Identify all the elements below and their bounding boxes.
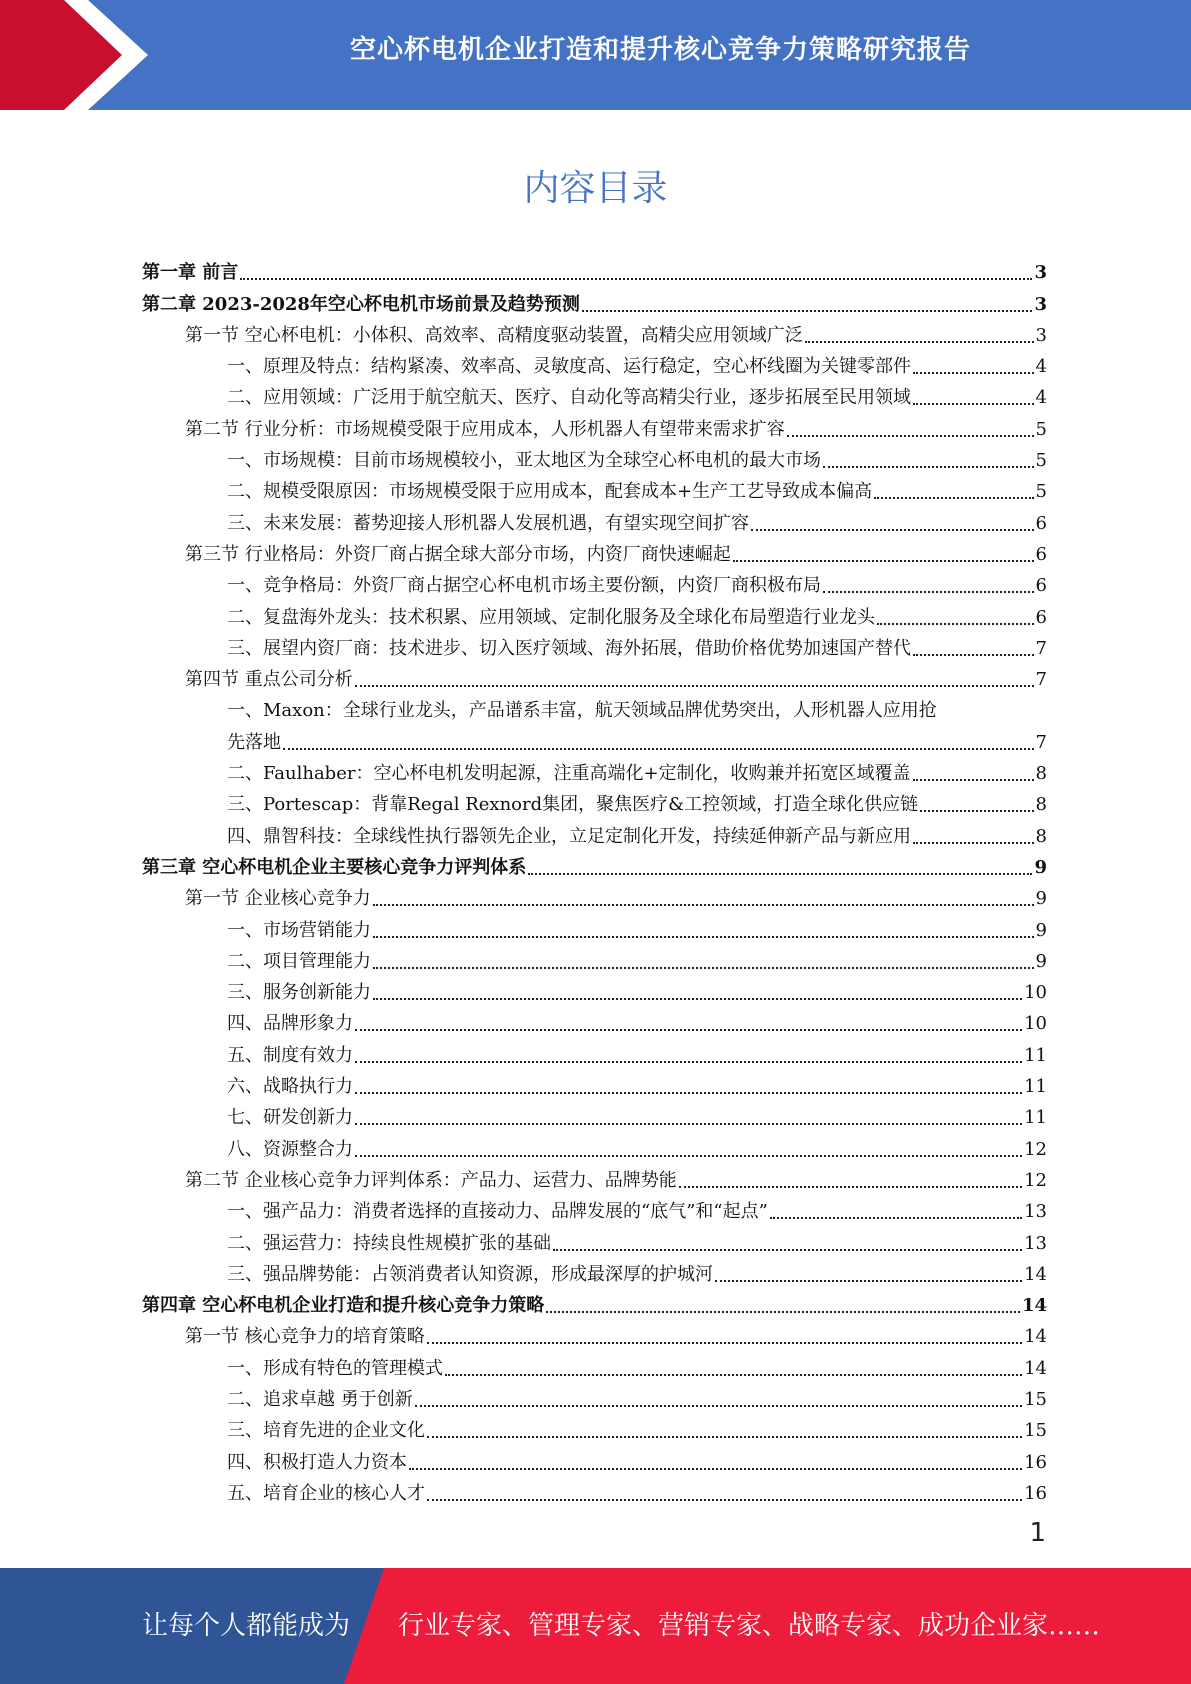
toc-dot-leader [920,809,1033,812]
toc-entry[interactable] [142,1256,1047,1287]
toc-entry-title: 三、未来发展：蓄势迎接人形机器人发展机遇，有望实现空间扩容 [227,512,749,534]
toc-dot-leader [427,1435,1022,1438]
toc-entry-page: 7 [1035,731,1047,753]
toc-entry-title: 一、Maxon：全球行业龙头，产品谱系丰富，航天领域品牌优势突出，人形机器人应用抢 [227,700,937,722]
toc-entry-title: 第二节 行业分析：市场规模受限于应用成本，人形机器人有望带来需求扩容 [185,418,785,440]
toc-entry-page: 5 [1035,481,1047,503]
toc-entry[interactable] [142,567,1047,598]
toc-entry-title: 七、研发创新力 [227,1107,353,1129]
toc-entry[interactable] [142,817,1047,848]
toc-title: 内容目录 [523,168,668,209]
toc-entry[interactable] [142,849,1047,880]
toc-entry-page: 6 [1035,606,1047,628]
toc-entry-page: 5 [1035,450,1047,472]
toc-entry-title: 三、强品牌势能：占领消费者认知资源，形成最深厚的护城河 [227,1263,713,1285]
toc-entry-page: 9 [1035,950,1047,972]
toc-entry-page: 14 [1021,1295,1047,1317]
toc-entry-page: 10 [1024,982,1047,1004]
toc-entry[interactable] [142,285,1047,316]
toc-entry[interactable] [142,1287,1047,1318]
toc-entry[interactable] [142,254,1047,285]
toc-dot-leader [823,465,1034,468]
toc-entry-page: 8 [1035,825,1047,847]
toc-entry[interactable] [142,1224,1047,1255]
toc-entry-title: 二、强运营力：持续良性规模扩张的基础 [227,1232,551,1254]
toc-entry[interactable] [142,661,1047,692]
toc-entry-title: 二、规模受限原因：市场规模受限于应用成本，配套成本+生产工艺导致成本偏高 [227,481,873,503]
toc-entry[interactable] [142,1193,1047,1224]
toc-dot-leader [355,1154,1022,1157]
toc-entry-title: 二、复盘海外龙头：技术积累、应用领域、定制化服务及全球化布局塑造行业龙头 [227,606,875,628]
toc-dot-leader [409,1467,1022,1470]
toc-entry-page: 6 [1035,543,1047,565]
toc-entry-page: 7 [1035,669,1047,691]
toc-dot-leader [913,841,1034,844]
toc-entry[interactable] [142,1349,1047,1380]
toc-dot-leader [877,622,1034,625]
toc-entry-page: 4 [1035,356,1047,378]
toc-entry[interactable] [142,1475,1047,1506]
toc-entry-title: 先落地 [227,731,281,753]
toc-entry-page: 4 [1035,387,1047,409]
toc-entry[interactable] [142,410,1047,441]
toc-entry-page: 8 [1035,794,1047,816]
toc-entry-page: 16 [1024,1451,1047,1473]
footer-slogan: 让每个人都能成为 [142,1611,351,1641]
toc-dot-leader [805,340,1034,343]
toc-entry-page: 9 [1035,919,1047,941]
page-number: 1 [1029,1518,1046,1548]
footer-expert-list: 行业专家、管理专家、营销专家、战略专家、成功企业家…… [398,1611,1101,1641]
toc-entry-page: 9 [1035,888,1047,910]
toc-dot-leader [355,1028,1022,1031]
toc-entry[interactable] [142,473,1047,504]
toc-entry-page: 5 [1035,418,1047,440]
toc-dot-leader [373,903,1034,906]
toc-entry[interactable] [142,943,1047,974]
toc-entry[interactable] [142,692,1047,723]
toc-dot-leader [553,1248,1022,1251]
toc-entry-title: 第四节 重点公司分析 [185,669,353,691]
toc-entry-title: 二、应用领域：广泛用于航空航天、医疗、自动化等高精尖行业，逐步拓展至民用领域 [227,387,911,409]
toc-entry[interactable] [142,598,1047,629]
toc-entry-title: 三、服务创新能力 [227,982,371,1004]
toc-dot-leader [715,1279,1022,1282]
toc-entry-page: 8 [1035,763,1047,785]
toc-dot-leader [823,590,1034,593]
toc-entry-title: 二、项目管理能力 [227,950,371,972]
toc-entry[interactable] [142,348,1047,379]
toc-entry[interactable] [142,1036,1047,1067]
toc-entry-title: 五、培育企业的核心人才 [227,1482,425,1504]
toc-entry-title: 第一节 核心竞争力的培育策略 [185,1326,425,1348]
toc-entry-page: 16 [1024,1482,1047,1504]
toc-entry-page: 9 [1034,856,1047,878]
toc-entry-page: 12 [1024,1169,1047,1191]
toc-entry[interactable] [142,1068,1047,1099]
toc-entry[interactable] [142,379,1047,410]
toc-dot-leader [913,653,1034,656]
toc-dot-leader [913,402,1034,405]
toc-entry[interactable] [142,1318,1047,1349]
toc-entry-title: 四、品牌形象力 [227,1013,353,1035]
toc-entry-page: 10 [1024,1013,1047,1035]
toc-dot-leader [528,872,1032,875]
toc-entry-title: 第二节 企业核心竞争力评判体系：产品力、运营力、品牌势能 [185,1169,677,1191]
toc-entry[interactable] [142,786,1047,817]
toc-entry-title: 五、制度有效力 [227,1044,353,1066]
toc-entry-title: 一、市场规模：目前市场规模较小，亚太地区为全球空心杯电机的最大市场 [227,450,821,472]
toc-entry[interactable] [142,317,1047,348]
toc-entry-title: 一、形成有特色的管理模式 [227,1357,443,1379]
toc-entry-page: 3 [1034,262,1047,284]
toc-entry-page: 3 [1035,324,1047,346]
toc-entry-page: 11 [1024,1076,1047,1098]
toc-entry[interactable] [142,630,1047,661]
toc-dot-leader [355,684,1034,687]
page-footer [0,1568,1191,1684]
toc-entry[interactable] [142,880,1047,911]
toc-dot-leader [733,559,1034,562]
toc-entry-page: 14 [1024,1263,1047,1285]
toc-entry-title: 第一章 前言 [142,262,239,284]
toc-entry[interactable] [142,442,1047,473]
toc-entry-page: 13 [1024,1201,1047,1223]
toc-entry-title: 第三章 空心杯电机企业主要核心竞争力评判体系 [142,856,527,878]
toc-entry-title: 一、原理及特点：结构紧凑、效率高、灵敏度高、运行稳定，空心杯线圈为关键零部件 [227,356,911,378]
toc-entry[interactable] [142,1162,1047,1193]
toc-dot-leader [751,528,1034,531]
toc-entry[interactable] [142,974,1047,1005]
toc-entry-title: 二、Faulhaber：空心杯电机发明起源，注重高端化+定制化，收购兼并拓宽区域覆盖 [227,763,911,785]
header-title: 空心杯电机企业打造和提升核心竞争力策略研究报告 [349,35,971,65]
toc-dot-leader [582,309,1033,312]
toc-dot-leader [373,935,1034,938]
toc-dot-leader [240,277,1032,280]
toc-entry-title: 第一节 企业核心竞争力 [185,888,371,910]
toc-entry-title: 第三节 行业格局：外资厂商占据全球大部分市场，内资厂商快速崛起 [185,543,731,565]
toc-entry-page: 12 [1024,1138,1047,1160]
toc-entry-title: 三、培育先进的企业文化 [227,1420,425,1442]
toc-dot-leader [546,1310,1020,1313]
toc-entry-page: 11 [1024,1044,1047,1066]
toc-entry[interactable] [142,911,1047,942]
toc-entry-title: 一、市场营销能力 [227,919,371,941]
toc-entry-title: 一、竞争格局：外资厂商占据空心杯电机市场主要份额，内资厂商积极布局 [227,575,821,597]
toc-entry-title: 六、战略执行力 [227,1076,353,1098]
toc-entry[interactable] [142,723,1047,754]
toc-dot-leader [415,1404,1022,1407]
toc-dot-leader [355,1091,1022,1094]
toc-entry-page: 11 [1024,1107,1047,1129]
toc-entry-title: 第一节 空心杯电机：小体积、高效率、高精度驱动装置，高精尖应用领域广泛 [185,324,803,346]
toc-dot-leader [355,1122,1022,1125]
toc-entry-title: 第二章 2023-2028年空心杯电机市场前景及趋势预测 [142,293,580,315]
toc-entry-page: 15 [1024,1420,1047,1442]
toc-entry-title: 三、Portescap：背靠Regal Rexnord集团，聚焦医疗&工控领域，打造全球化供应链 [227,794,919,816]
toc-dot-leader [445,1373,1022,1376]
toc-entry-title: 八、资源整合力 [227,1138,353,1160]
toc-dot-leader [770,1216,1022,1219]
toc-dot-leader [427,1341,1022,1344]
toc-entry-title: 三、展望内资厂商：技术进步、切入医疗领域、海外拓展，借助价格优势加速国产替代 [227,637,911,659]
toc-entry-page: 7 [1035,637,1047,659]
page-header [0,0,1191,110]
toc-entry[interactable] [142,1130,1047,1161]
toc-entry-page: 15 [1024,1388,1047,1410]
toc-entry-page: 3 [1034,293,1047,315]
toc-entry-page: 6 [1035,512,1047,534]
toc-dot-leader [373,966,1034,969]
toc-entry[interactable] [142,536,1047,567]
toc-entry-title: 第四章 空心杯电机企业打造和提升核心竞争力策略 [142,1295,545,1317]
toc-entry-page: 14 [1024,1357,1047,1379]
toc-entry[interactable] [142,1443,1047,1474]
toc-dot-leader [913,778,1034,781]
toc-entry-title: 四、鼎智科技：全球线性执行器领先企业，立足定制化开发，持续延伸新产品与新应用 [227,825,911,847]
toc-dot-leader [679,1185,1022,1188]
toc-dot-leader [427,1498,1022,1501]
toc-entry-title: 二、追求卓越 勇于创新 [227,1388,413,1410]
toc-dot-leader [373,997,1022,1000]
toc-dot-leader [283,747,1034,750]
toc-entry[interactable] [142,1412,1047,1443]
toc-entry-page: 6 [1035,575,1047,597]
toc-entry[interactable] [142,504,1047,535]
toc-dot-leader [787,434,1034,437]
toc-entry-title: 一、强产品力：消费者选择的直接动力、品牌发展的“底气”和“起点” [227,1201,768,1223]
toc-dot-leader [913,371,1034,374]
toc-entry[interactable] [142,1381,1047,1412]
toc-entry-page: 14 [1024,1326,1047,1348]
toc-entry-title: 四、积极打造人力资本 [227,1451,407,1473]
toc-entry[interactable] [142,1005,1047,1036]
toc-dot-leader [355,1060,1022,1063]
table-of-contents [142,254,1047,1506]
toc-entry[interactable] [142,1099,1047,1130]
toc-dot-leader [874,496,1033,499]
toc-entry-page: 13 [1024,1232,1047,1254]
toc-entry[interactable] [142,755,1047,786]
